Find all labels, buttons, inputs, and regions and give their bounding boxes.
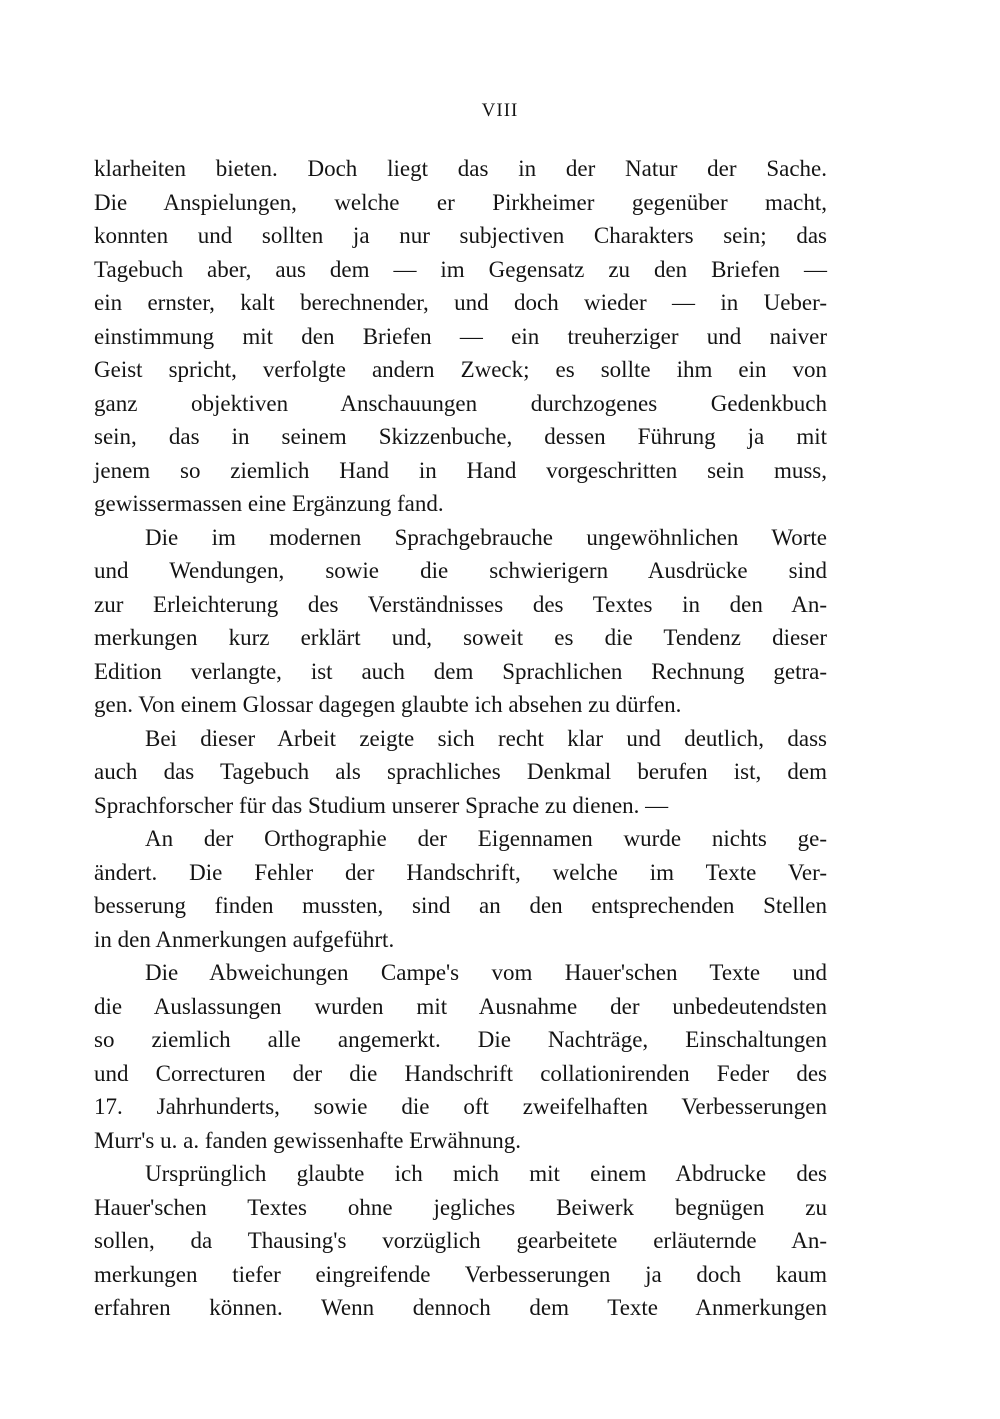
paragraph-1 <box>94 152 827 521</box>
paragraph-3 <box>94 722 827 823</box>
paragraph-2 <box>94 521 827 722</box>
text-line: ganz objektiven Anschauungen durchzogenes Gedenkbuch <box>94 390 827 416</box>
text-line: Edition verlangte, ist auch dem Sprachlichen Rechnung getra- <box>94 658 827 684</box>
text-line: Die Abweichungen Campe's vom Hauer'schen Texte und <box>145 960 827 985</box>
text-line: ein ernster, kalt berechnender, und doch wieder — in Ueber- <box>94 290 827 315</box>
text-line: ändert. Die Fehler der Handschrift, welche im Texte Ver- <box>94 859 827 885</box>
text-line: An der Orthographie der Eigennamen wurde nichts ge- <box>145 826 827 851</box>
text-line: klarheiten bieten. Doch liegt das in der Natur der Sache. <box>94 156 827 181</box>
text-line: die Auslassungen wurden mit Ausnahme der unbedeutendsten <box>94 993 827 1019</box>
text-line: sein, das in seinem Skizzenbuche, dessen Führung ja mit <box>94 424 827 449</box>
text-line: so ziemlich alle angemerkt. Die Nachträge, Einschaltungen <box>94 1027 827 1052</box>
text-line: zur Erleichterung des Verständnisses des Textes in den An- <box>94 591 827 617</box>
text-body <box>94 152 827 1325</box>
text-line: einstimmung mit den Briefen — ein treuherziger und naiver <box>94 323 827 349</box>
paragraph-6 <box>94 1157 827 1325</box>
page-number: VIII <box>481 100 519 121</box>
text-line: gewissermassen eine Ergänzung fand. <box>94 491 444 516</box>
text-line: Die im modernen Sprachgebrauche ungewöhnlichen Worte <box>145 524 827 550</box>
text-line: jenem so ziemlich Hand in Hand vorgeschritten sein muss, <box>94 457 827 483</box>
text-line: Geist spricht, verfolgte andern Zweck; es sollte ihm ein von <box>94 357 827 382</box>
text-line: Sprachforscher für das Studium unserer Sprache zu dienen. — <box>94 792 669 818</box>
text-line: merkungen tiefer eingreifende Verbesserungen ja doch kaum <box>94 1261 827 1287</box>
text-line: besserung finden mussten, sind an den entsprechenden Stellen <box>94 893 827 918</box>
text-line: Tagebuch aber, aus dem — im Gegensatz zu den Briefen — <box>94 256 827 282</box>
text-line: sollen, da Thausing's vorzüglich gearbeitete erläuternde An- <box>94 1228 827 1253</box>
text-line: 17. Jahrhunderts, sowie die oft zweifelhaften Verbesserungen <box>94 1094 827 1119</box>
paragraph-4 <box>94 822 827 956</box>
text-line: auch das Tagebuch als sprachliches Denkmal berufen ist, dem <box>94 759 827 784</box>
text-line: Die Anspielungen, welche er Pirkheimer gegenüber macht, <box>94 189 827 215</box>
text-line: und Wendungen, sowie die schwierigern Ausdrücke sind <box>94 558 827 583</box>
text-line: Bei dieser Arbeit zeigte sich recht klar und deutlich, dass <box>145 725 827 751</box>
text-line: Hauer'schen Textes ohne jegliches Beiwerk begnügen zu <box>94 1194 827 1220</box>
text-line: merkungen kurz erklärt und, soweit es die Tendenz dieser <box>94 625 827 650</box>
text-line: konnten und sollten ja nur subjectiven Charakters sein; das <box>94 223 827 248</box>
paragraph-5 <box>94 956 827 1157</box>
text-line: erfahren können. Wenn dennoch dem Texte Anmerkungen <box>94 1295 827 1320</box>
text-line: Ursprünglich glaubte ich mich mit einem Abdrucke des <box>145 1161 827 1186</box>
text-line: und Correcturen der die Handschrift collationirenden Feder des <box>94 1060 827 1086</box>
text-line: Murr's u. a. fanden gewissenhafte Erwähnung. <box>94 1127 521 1153</box>
text-line: in den Anmerkungen aufgeführt. <box>94 926 395 952</box>
text-line: gen. Von einem Glossar dagegen glaubte ich absehen zu dürfen. <box>94 692 682 717</box>
